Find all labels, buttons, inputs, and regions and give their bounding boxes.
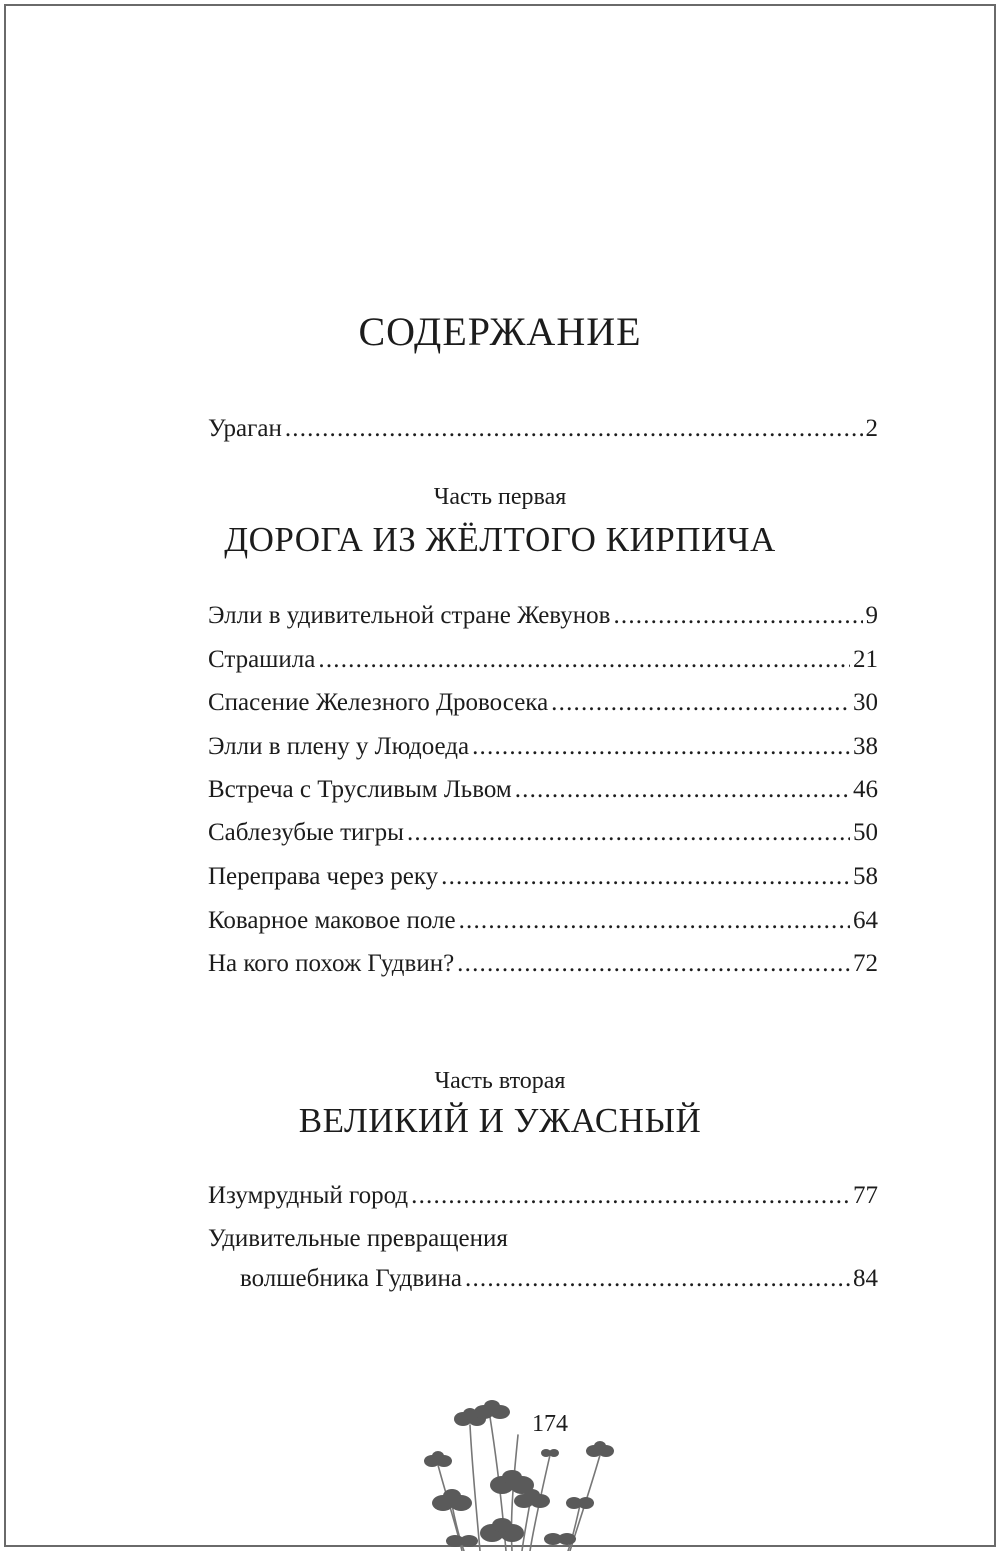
dot-leader [459, 908, 850, 933]
entry-page: 72 [853, 950, 878, 977]
toc-entry[interactable] [208, 734, 878, 759]
toc-entry[interactable] [208, 951, 878, 976]
poppy-flowers-icon [410, 1395, 640, 1551]
toc-entry[interactable] [208, 908, 878, 933]
dot-leader [318, 647, 850, 672]
entry-page: 58 [853, 863, 878, 890]
dot-leader [551, 690, 850, 715]
entry-page: 2 [865, 415, 878, 442]
entry-title: Встреча с Трусливым Львом [208, 776, 512, 803]
entry-title: Элли в удивительной стране Жевунов [208, 602, 611, 629]
toc-entry[interactable] [208, 647, 878, 672]
dot-leader [515, 777, 850, 802]
toc-title: СОДЕРЖАНИЕ [358, 309, 642, 354]
toc-entry[interactable] [208, 864, 878, 889]
entry-page: 77 [853, 1182, 878, 1209]
entry-page: 30 [853, 689, 878, 716]
entry-page: 21 [853, 646, 878, 673]
entry-title: Элли в плену у Людоеда [208, 733, 470, 760]
entry-page: 9 [865, 602, 878, 629]
entry-title: На кого похож Гудвин? [208, 950, 455, 977]
toc-entry[interactable] [208, 690, 878, 715]
dot-leader [407, 820, 850, 845]
entry-title-line1: Удивительные превращения [208, 1225, 508, 1252]
toc-entry[interactable] [208, 603, 878, 628]
page-number: 174 [532, 1411, 568, 1437]
dot-leader [465, 1266, 850, 1291]
entry-page: 64 [853, 907, 878, 934]
entry-page: 84 [853, 1265, 878, 1292]
toc-entry[interactable] [208, 1183, 878, 1208]
entry-title: Саблезубые тигры [208, 819, 404, 846]
entry-title: Страшила [208, 646, 316, 673]
entry-title: Спасение Железного Дровосека [208, 689, 549, 716]
part-one-title: ДОРОГА ИЗ ЖЁЛТОГО КИРПИЧА [224, 520, 776, 559]
dot-leader [285, 416, 863, 441]
dot-leader [441, 864, 850, 889]
toc-entry-intro[interactable] [208, 416, 878, 441]
dot-leader [411, 1183, 850, 1208]
toc-entry[interactable] [208, 820, 878, 845]
entry-title: волшебника Гудвина [240, 1265, 463, 1292]
entry-page: 38 [853, 733, 878, 760]
toc-entry[interactable] [208, 777, 878, 802]
part-one-label: Часть первая [433, 484, 567, 510]
dot-leader [457, 951, 850, 976]
dot-leader [472, 734, 850, 759]
toc-entry[interactable] [240, 1266, 878, 1291]
entry-title: Коварное маковое поле [208, 907, 456, 934]
part-two-label: Часть вторая [434, 1068, 566, 1094]
dot-leader [613, 603, 862, 628]
entry-title: Ураган [208, 415, 282, 442]
entry-page: 46 [853, 776, 878, 803]
entry-title: Изумрудный город [208, 1182, 409, 1209]
entry-page: 50 [853, 819, 878, 846]
entry-title: Переправа через реку [208, 863, 439, 890]
part-two-title: ВЕЛИКИЙ И УЖАСНЫЙ [298, 1101, 702, 1140]
